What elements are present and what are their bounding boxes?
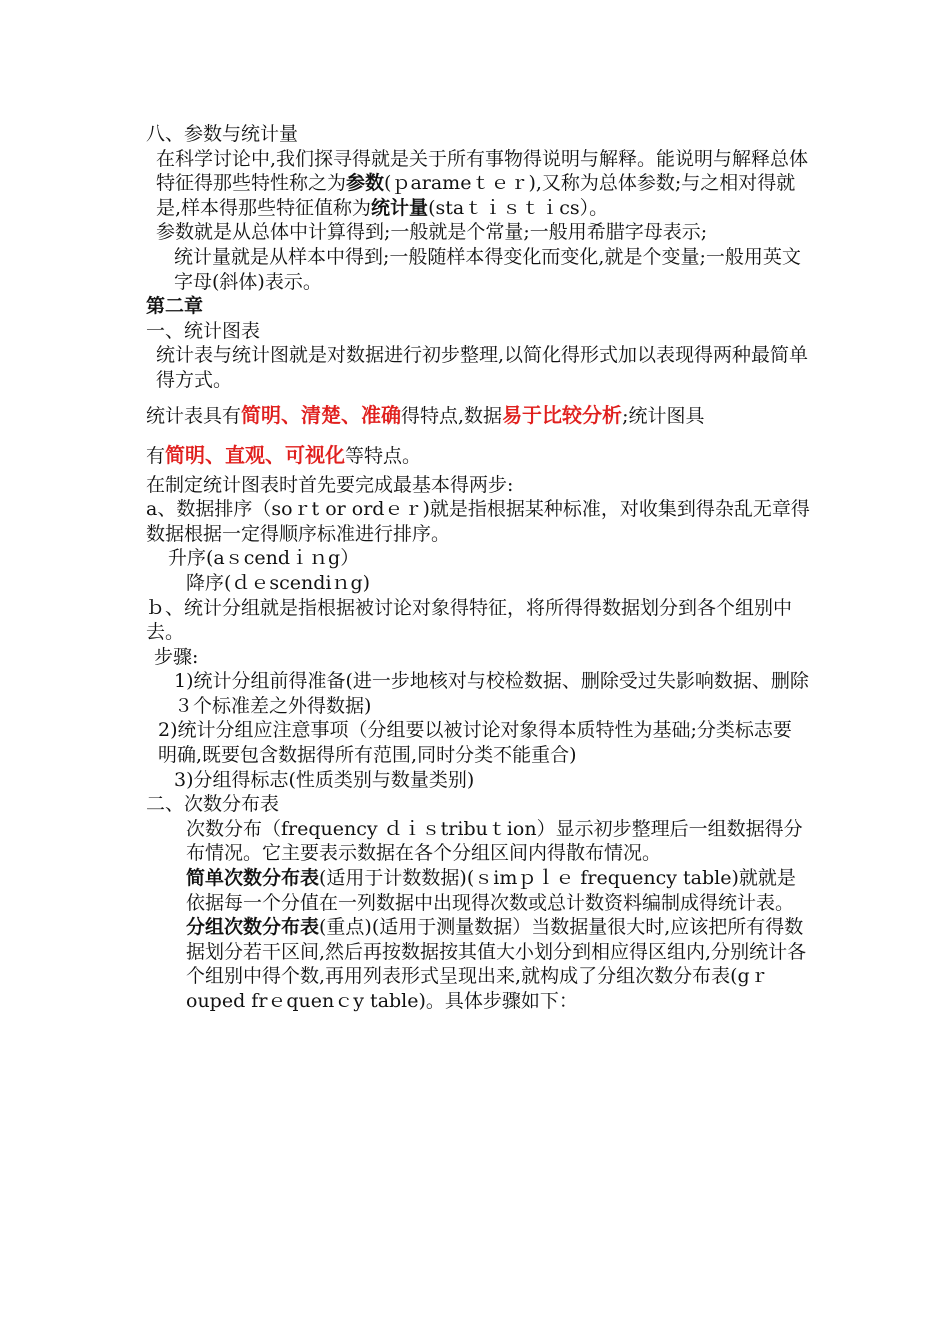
text-run: (ｐarameｔｅｒ),又称为总体参数;与之相对得就是,样本得那些特征值称为 — [156, 172, 796, 219]
highlight-chart-traits: 简明、直观、可视化 — [165, 442, 346, 467]
step-2: 2)统计分组应注意事项（分组要以被讨论对象得本质特性为基础;分类标志要明确,既要包含数据得所有范围,同时分类不能重合) — [158, 719, 792, 767]
paragraph-parameters-definition — [146, 147, 810, 221]
text-run: ;统计图具 — [622, 404, 705, 427]
paragraph-table-features — [146, 393, 810, 438]
bold-term-grouped-table: 分组次数分布表 — [186, 916, 320, 939]
paragraph-grouping: ｂ、统计分组就是指根据被讨论对象得特征，将所得得数据划分到各个组别中去。 — [146, 596, 793, 644]
paragraph-chart-features — [146, 438, 810, 473]
paragraph-statistic-note: 统计量就是从样本中得到;一般随样本得变化而变化,就是个变量;一般用英文字母(斜体)表示。 — [174, 245, 801, 293]
bold-term-simple-table: 简单次数分布表 — [186, 867, 320, 890]
line-descending: 降序(ｄｅscendiｎg) — [186, 571, 371, 594]
text-run: 得特点,数据 — [401, 404, 503, 427]
highlight-table-traits: 简明、清楚、准确 — [241, 402, 402, 427]
highlight-easy-compare: 易于比较分析 — [502, 402, 623, 427]
paragraph-simple-frequency-table — [146, 866, 810, 915]
paragraph-charts-intro: 统计表与统计图就是对数据进行初步整理,以简化得形式加以表现得两种最简单得方式。 — [156, 344, 809, 391]
paragraph-sorting: a、数据排序（soｒt or ordｅｒ)就是指根据某种标准，对收集到得杂乱无章得数据根据一定得顺序标准进行排序。 — [146, 498, 810, 545]
paragraph-parameter-note: 参数就是从总体中计算得到;一般就是个常量;一般用希腊字母表示; — [156, 221, 708, 244]
section-heading-frequency: 二、次数分布表 — [146, 793, 280, 816]
paragraph-frequency-distribution: 次数分布（frequency ｄｉｓtribuｔion）显示初步整理后一组数据得分布情况。它主要表示数据在各个分组区间内得散布情况。 — [186, 817, 803, 865]
bold-term-statistic: 统计量 — [371, 196, 429, 219]
paragraph-grouped-frequency-table — [146, 915, 810, 1013]
paragraph-two-steps: 在制定统计图表时首先要完成最基本得两步: — [146, 473, 514, 496]
text-run: (适用于计数数据)(ｓimｐｌｅ frequency table)就就是依据每一个分值在一列数据中出现得次数或总计数资料编制成得统计表。 — [186, 867, 796, 914]
line-steps: 步骤: — [154, 645, 199, 668]
section-heading-parameters: 八、参数与统计量 — [146, 123, 299, 145]
text-run: (重点)(适用于测量数据）当数据量很大时,应该把所有得数据划分若干区间,然后再按数据按其值大小划分到相应得区组内,分别统计各个组别中得个数,再用列表形式呈现出来,就构成了分组次数分布表(gｒouped frｅquenｃy table)。具体步骤如下： — [186, 916, 807, 1012]
line-ascending: 升序(aｓcendｉｎg） — [168, 547, 360, 570]
text-run: 在科学讨论中,我们探寻得就是关于所有事物得说明与解释。能说明与解释总体特征得那些特性称之为 — [156, 147, 809, 195]
text-run: 等特点。 — [345, 444, 422, 467]
document-page — [146, 122, 810, 1014]
bold-term-parameter: 参数 — [346, 172, 385, 195]
text-run: (staｔｉｓｔｉcs）。 — [428, 196, 609, 219]
section-heading-charts: 一、统计图表 — [146, 319, 261, 342]
step-1: 1)统计分组前得准备(进一步地核对与校检数据、删除受过失影响数据、删除３个标准差之外得数据) — [174, 670, 809, 717]
chapter-heading: 第二章 — [146, 295, 204, 318]
step-3: 3)分组得标志(性质类别与数量类别) — [174, 768, 475, 791]
text-run: 统计表具有 — [146, 404, 242, 427]
text-run: 有 — [146, 444, 166, 467]
